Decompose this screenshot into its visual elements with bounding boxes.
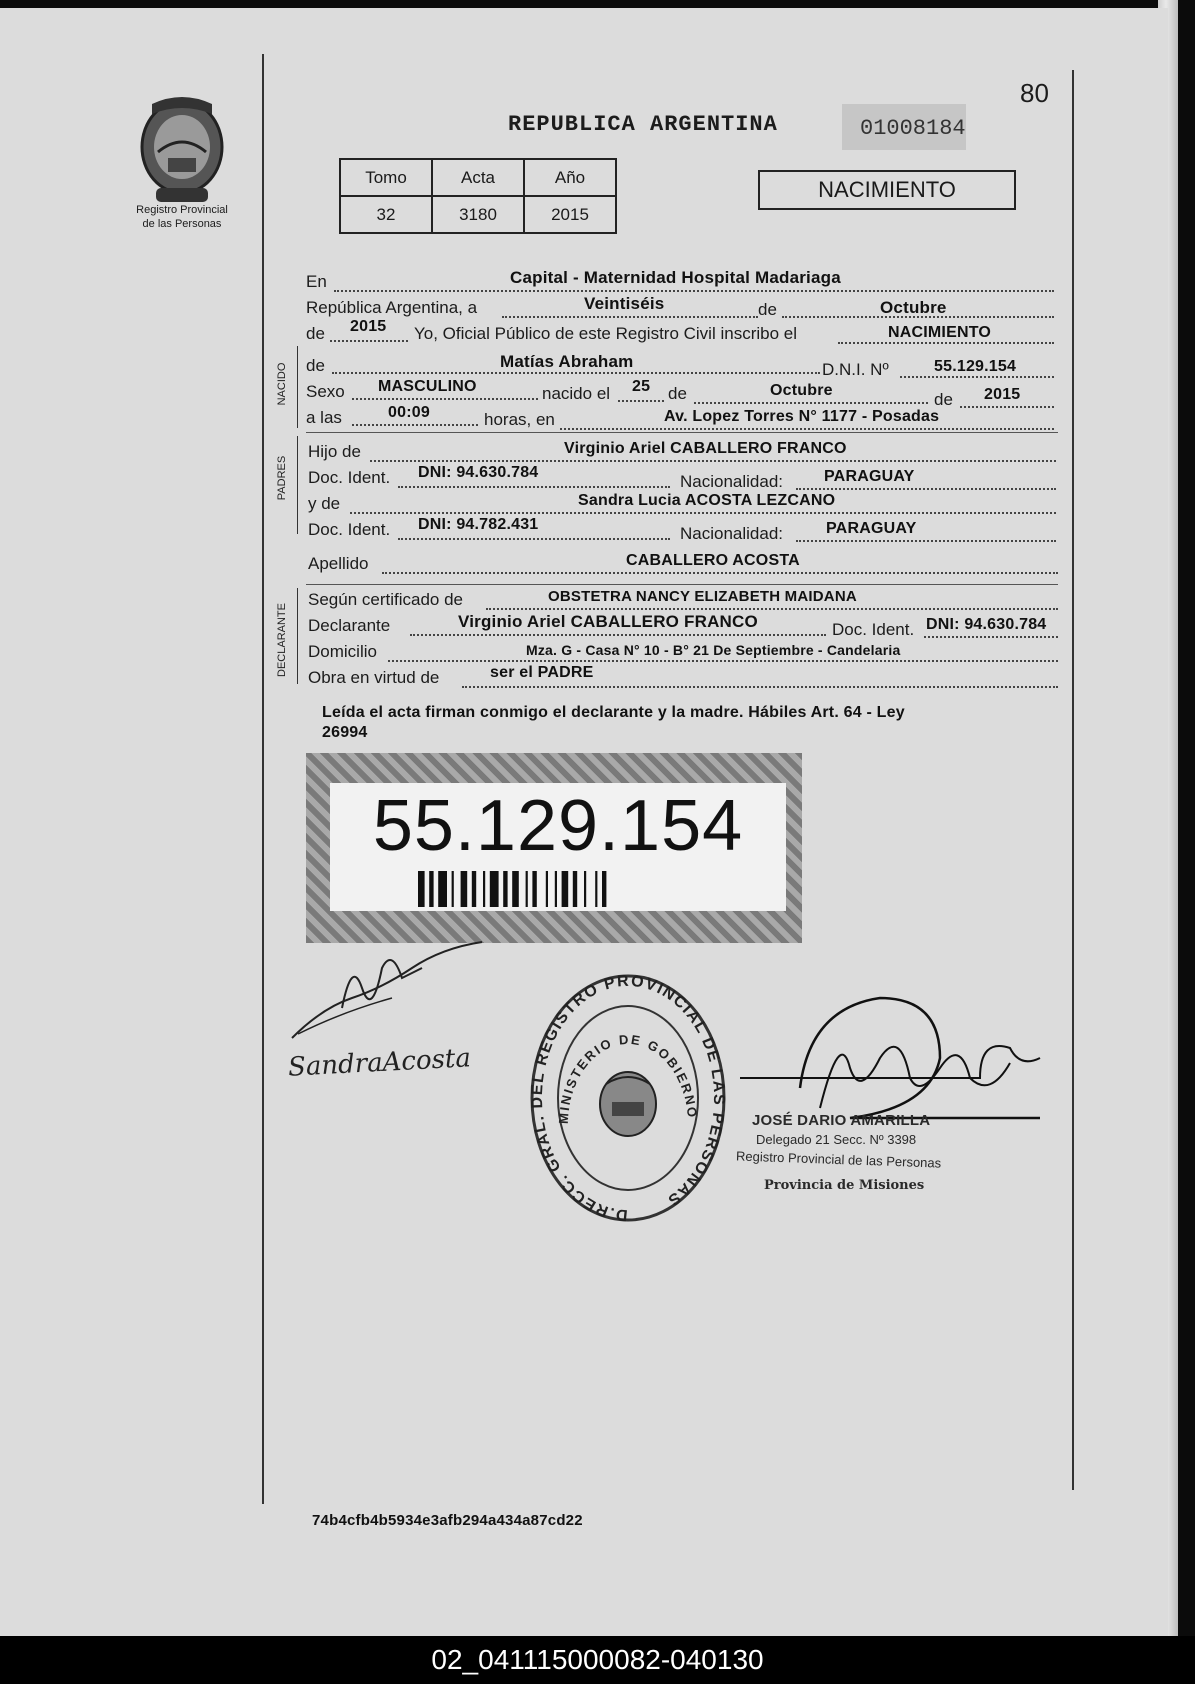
document-hash: 74b4cfb4b5934e3afb294a434a87cd22 xyxy=(312,1512,583,1529)
left-margin-line xyxy=(262,54,264,1504)
dotted-line xyxy=(560,426,1054,430)
label-doc-ident-declarante: Doc. Ident. xyxy=(832,620,915,639)
dotted-line xyxy=(502,314,758,318)
table-value-acta: 3180 xyxy=(432,196,524,233)
label-de-mes: de xyxy=(758,300,777,319)
label-segun-certificado: Según certificado de xyxy=(308,590,463,609)
label-a-las: a las xyxy=(306,408,342,427)
table-value-tomo: 32 xyxy=(340,196,432,233)
label-doc-ident-padre: Doc. Ident. xyxy=(308,468,391,487)
footer-bar xyxy=(0,1636,1195,1684)
closing-note-line1: Leída el acta firman conmigo el declarante y la madre. Hábiles Art. 64 - Ley xyxy=(322,704,905,721)
barcode-label xyxy=(306,753,802,943)
value-obra: ser el PADRE xyxy=(490,664,594,681)
official-role: Delegado 21 Secc. Nº 3398 xyxy=(756,1132,917,1147)
registry-name-line2: de las Personas xyxy=(142,218,222,230)
label-nacido-el: nacido el xyxy=(542,384,611,403)
barcode-number: 55.129.154 xyxy=(372,786,744,866)
value-nombre: Matías Abraham xyxy=(500,352,634,371)
dotted-line xyxy=(486,606,1058,610)
value-mes: Octubre xyxy=(880,298,947,317)
separator-nacido-padres xyxy=(306,432,1058,433)
side-label-padres: PADRES xyxy=(276,455,288,501)
stamp-coat-of-arms-icon xyxy=(600,1072,656,1136)
value-lugar: Capital - Maternidad Hospital Madariaga xyxy=(510,268,841,287)
dotted-line xyxy=(924,634,1058,638)
closing-note-line2: 26994 xyxy=(322,724,368,741)
label-yo-oficial: Yo, Oficial Público de este Registro Civil inscribo el xyxy=(414,324,797,343)
act-type-box: NACIMIENTO xyxy=(758,170,1016,210)
label-de-mes-nac: de xyxy=(668,384,687,403)
page-number: 80 xyxy=(1020,78,1049,108)
dotted-line xyxy=(382,570,1058,574)
dotted-line xyxy=(398,536,670,540)
mother-signature: SandraAcosta xyxy=(287,1043,472,1083)
table-header-anio: Año xyxy=(524,159,616,196)
table-header-acta: Acta xyxy=(432,159,524,196)
padres-bracket xyxy=(297,436,298,534)
dotted-line xyxy=(352,396,538,400)
side-label-declarante: DECLARANTE xyxy=(276,603,288,677)
official-name: JOSÉ DARIO AMARILLA xyxy=(752,1112,931,1129)
dotted-line xyxy=(694,400,928,404)
footer-id: 02_041115000082-040130 xyxy=(431,1644,764,1675)
value-declarante: Virginio Ariel CABALLERO FRANCO xyxy=(458,612,758,631)
label-y-de: y de xyxy=(308,494,341,513)
value-dni: 55.129.154 xyxy=(934,358,1017,375)
dotted-line xyxy=(796,538,1056,542)
value-domicilio: Mza. G - Casa N° 10 - B° 21 De Septiembre - Candelaria xyxy=(526,642,901,658)
label-sexo: Sexo xyxy=(306,382,345,401)
tomo-acta-anio-table xyxy=(339,158,617,234)
label-de-anio-nac: de xyxy=(934,390,953,409)
value-dia: 25 xyxy=(632,378,651,395)
label-obra: Obra en virtud de xyxy=(308,668,440,687)
label-declarante: Declarante xyxy=(308,616,391,635)
stamp-inner-text: MINISTERIO DE GOBIERNO xyxy=(555,1031,701,1125)
barcode-label-inner xyxy=(330,783,786,911)
label-nacionalidad-padre: Nacionalidad: xyxy=(680,472,784,491)
serial-box xyxy=(842,104,966,150)
dotted-line xyxy=(350,510,1056,514)
right-margin-line xyxy=(1072,70,1074,1490)
value-madre-nac: PARAGUAY xyxy=(826,520,917,537)
dotted-line xyxy=(388,658,1058,662)
serial-number: 01008184 xyxy=(860,116,966,141)
value-dia-letras: Veintiséis xyxy=(584,294,665,313)
value-mes-nac: Octubre xyxy=(770,382,833,399)
value-anio-nac: 2015 xyxy=(984,386,1021,403)
nacido-bracket xyxy=(297,346,298,428)
table-value-anio: 2015 xyxy=(524,196,616,233)
label-horas-en: horas, en xyxy=(484,410,555,429)
label-dni: D.N.I. Nº xyxy=(822,360,889,379)
label-doc-ident-madre: Doc. Ident. xyxy=(308,520,391,539)
value-declarante-doc: DNI: 94.630.784 xyxy=(926,616,1047,633)
dotted-line xyxy=(398,484,670,488)
value-certificado: OBSTETRA NANCY ELIZABETH MAIDANA xyxy=(548,588,857,605)
registry-name-line1: Registro Provincial xyxy=(136,204,228,216)
value-acto: NACIMIENTO xyxy=(888,324,992,341)
barcode-bars xyxy=(418,871,698,907)
label-de-anio: de xyxy=(306,324,325,343)
label-apellido: Apellido xyxy=(308,554,369,573)
dotted-line xyxy=(618,398,664,402)
dotted-line xyxy=(334,288,1054,292)
dotted-line xyxy=(330,338,408,342)
dotted-line xyxy=(960,404,1054,408)
value-hora: 00:09 xyxy=(388,404,430,421)
label-domicilio: Domicilio xyxy=(308,642,377,661)
label-republica: República Argentina, a xyxy=(306,298,478,317)
official-province: Provincia de Misiones xyxy=(764,1178,925,1193)
label-de-nombre: de xyxy=(306,356,325,375)
table-header-tomo: Tomo xyxy=(340,159,432,196)
dotted-line xyxy=(796,486,1056,490)
value-padre: Virginio Ariel CABALLERO FRANCO xyxy=(564,440,847,457)
label-hijo-de: Hijo de xyxy=(308,442,361,461)
document-page xyxy=(0,8,1168,1636)
father-signature xyxy=(282,938,512,1048)
dotted-line xyxy=(352,422,478,426)
value-madre-doc: DNI: 94.782.431 xyxy=(418,516,539,533)
separator-apellido-declarante xyxy=(306,584,1058,585)
dotted-line xyxy=(462,684,1058,688)
dotted-line xyxy=(370,458,1056,462)
label-nacionalidad-madre: Nacionalidad: xyxy=(680,524,784,543)
value-apellido: CABALLERO ACOSTA xyxy=(626,552,800,569)
value-anio: 2015 xyxy=(350,318,387,335)
side-label-nacido: NACIDO xyxy=(276,362,288,406)
official-registry: Registro Provincial de las Personas xyxy=(735,1148,942,1171)
misiones-coat-of-arms-logo xyxy=(132,92,232,212)
value-padre-doc: DNI: 94.630.784 xyxy=(418,464,539,481)
value-padre-nac: PARAGUAY xyxy=(824,468,915,485)
value-lugar-nac: Av. Lopez Torres N° 1177 - Posadas xyxy=(664,408,940,425)
country-title: REPUBLICA ARGENTINA xyxy=(508,112,778,137)
declarante-bracket xyxy=(297,588,298,684)
value-madre: Sandra Lucia ACOSTA LEZCANO xyxy=(578,492,836,509)
stamp-ring-text: D.RECC. GRAL. DEL REGISTRO PROVINCIAL DE LAS PERSONAS xyxy=(528,974,728,1224)
value-sexo: MASCULINO xyxy=(378,378,477,395)
label-en: En xyxy=(306,272,327,291)
dotted-line xyxy=(410,632,826,636)
